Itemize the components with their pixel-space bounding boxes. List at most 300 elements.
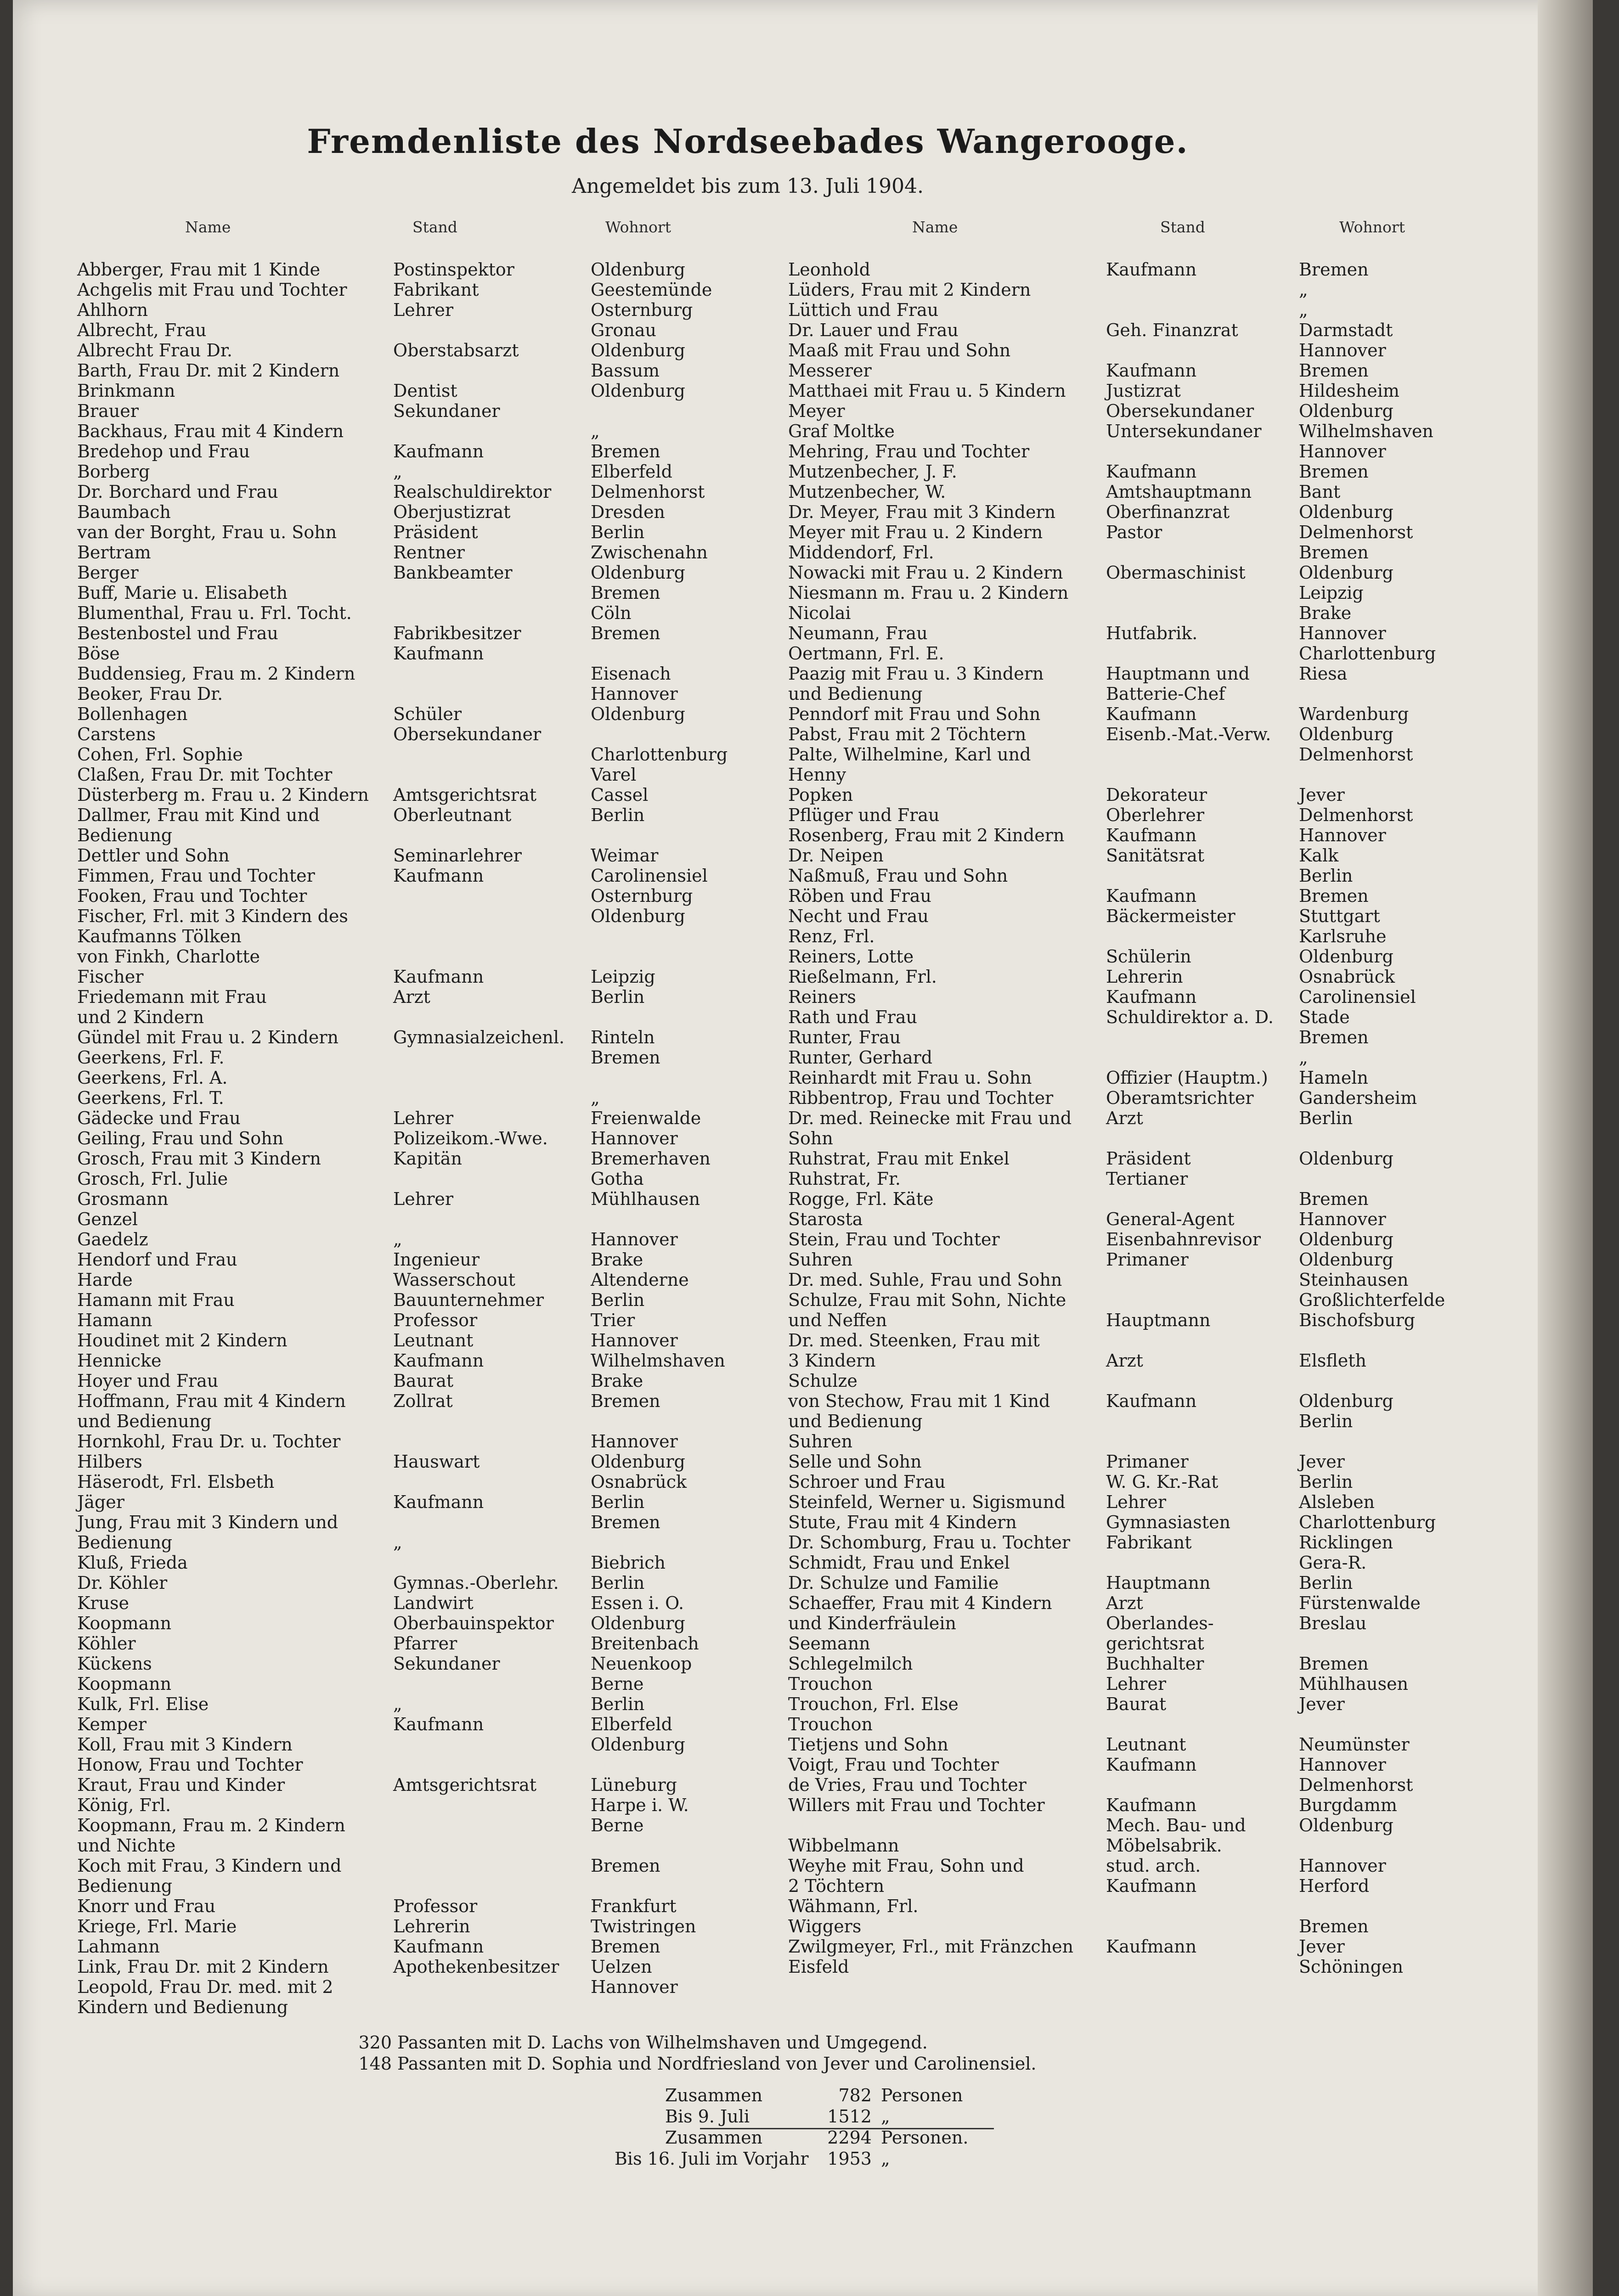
guest-row [77, 522, 775, 542]
guest-stand: Professor [393, 1310, 478, 1330]
guest-name: Rosenberg, Frau mit 2 Kindern [788, 825, 1065, 845]
guest-row [788, 1734, 1477, 1755]
guest-row [788, 1633, 1477, 1654]
totals-value: 782 [838, 2085, 872, 2105]
guest-row [77, 1654, 775, 1674]
guest-name: Suhren [788, 1249, 853, 1270]
guest-stand: Kaufmann [393, 643, 484, 664]
guest-row [788, 1916, 1477, 1936]
guest-wohnort: Oldenburg [1299, 1391, 1393, 1411]
guest-name: Oertmann, Frl. E. [788, 643, 944, 664]
guest-wohnort: Twistringen [591, 1916, 696, 1936]
guest-name: Dr. med. Suhle, Frau und Sohn [788, 1270, 1062, 1290]
guest-row [788, 765, 1477, 785]
guest-name: Cohen, Frl. Sophie [77, 744, 243, 765]
guest-name: Link, Frau Dr. mit 2 Kindern [77, 1957, 329, 1977]
guest-stand: Eisenb.-Mat.-Verw. [1106, 724, 1271, 744]
guest-wohnort: Bremen [1299, 461, 1369, 482]
guest-name: Backhaus, Frau mit 4 Kindern [77, 421, 344, 441]
guest-row [788, 704, 1477, 724]
guest-wohnort: Berlin [1299, 1411, 1353, 1431]
guest-wohnort: Charlottenburg [591, 744, 728, 765]
guest-row [788, 664, 1477, 684]
page-edge [1538, 0, 1593, 2296]
guest-stand: Hauptmann [1106, 1310, 1211, 1330]
guest-stand: Oberlehrer [1106, 805, 1205, 825]
guest-row [788, 866, 1477, 886]
header-wohnort: Wohnort [605, 218, 671, 236]
guest-stand: Oberlandes- [1106, 1613, 1214, 1633]
guest-wohnort: Burgdamm [1299, 1795, 1397, 1815]
guest-stand: Dentist [393, 381, 457, 401]
guest-row [77, 1593, 775, 1613]
guest-name: Bedienung [77, 1532, 173, 1553]
guest-stand: Hutfabrik. [1106, 623, 1198, 643]
guest-row [788, 320, 1477, 340]
guest-wohnort: Berlin [591, 1694, 645, 1714]
guest-wohnort: Jever [1299, 785, 1345, 805]
guest-stand: Batterie-Chef [1106, 684, 1225, 704]
guest-row [788, 1492, 1477, 1512]
guest-row [77, 1371, 775, 1391]
guest-wohnort: „ [1299, 300, 1308, 320]
guest-name: Starosta [788, 1209, 863, 1229]
guest-wohnort: Osnabrück [591, 1472, 687, 1492]
guest-wohnort: Hannover [591, 1330, 678, 1351]
guest-row [788, 1452, 1477, 1472]
guest-name: Steinfeld, Werner u. Sigismund [788, 1492, 1066, 1512]
guest-wohnort: Neuenkoop [591, 1654, 692, 1674]
document-page [13, 0, 1593, 2296]
guest-row [77, 1795, 775, 1815]
guest-name: Düsterberg m. Frau u. 2 Kindern [77, 785, 369, 805]
guest-stand: Lehrerin [1106, 967, 1183, 987]
guest-row [788, 886, 1477, 906]
guest-wohnort: Berlin [591, 522, 645, 542]
guest-wohnort: Oldenburg [1299, 502, 1393, 522]
guest-stand: gerichtsrat [1106, 1633, 1204, 1654]
guest-stand: Oberstabsarzt [393, 340, 519, 360]
guest-wohnort: Eisenach [591, 664, 671, 684]
header-stand: Stand [1160, 218, 1205, 236]
guest-name: Kemper [77, 1714, 147, 1734]
guest-row [788, 1229, 1477, 1249]
guest-name: Beoker, Frau Dr. [77, 684, 223, 704]
guest-wohnort: Brake [1299, 603, 1352, 623]
guest-row [77, 1714, 775, 1734]
guest-name: Nowacki mit Frau u. 2 Kindern [788, 563, 1063, 583]
guest-row [788, 1815, 1477, 1835]
guest-wohnort: Oldenburg [1299, 401, 1393, 421]
guest-name: Dr. Schulze und Familie [788, 1573, 999, 1593]
guest-row [788, 482, 1477, 502]
guest-name: Koopmann [77, 1674, 172, 1694]
guest-wohnort: Delmenhorst [591, 482, 705, 502]
guest-name: Jäger [77, 1492, 124, 1512]
guest-stand: Pastor [1106, 522, 1162, 542]
guest-row [788, 1371, 1477, 1391]
guest-wohnort: Jever [1299, 1452, 1345, 1472]
guest-wohnort: Bischofsburg [1299, 1310, 1416, 1330]
guest-name: Grosmann [77, 1189, 169, 1209]
guest-name: und Bedienung [788, 684, 923, 704]
guest-wohnort: „ [1299, 1047, 1308, 1068]
guest-name: Hoffmann, Frau mit 4 Kindern [77, 1391, 346, 1411]
guest-stand: Kaufmann [1106, 1876, 1197, 1896]
guest-wohnort: Bremen [1299, 542, 1369, 563]
guest-name: Dallmer, Frau mit Kind und [77, 805, 320, 825]
guest-wohnort: Bremen [1299, 1916, 1369, 1936]
guest-row [788, 1108, 1477, 1128]
guest-row [77, 1007, 775, 1027]
guest-name: Willers mit Frau und Tochter [788, 1795, 1045, 1815]
guest-row [788, 259, 1477, 280]
guest-stand: Ingenieur [393, 1249, 480, 1270]
guest-wohnort: Hannover [1299, 1755, 1386, 1775]
guest-name: Geerkens, Frl. A. [77, 1068, 228, 1088]
guest-wohnort: Oldenburg [1299, 1229, 1393, 1249]
guest-row [788, 1128, 1477, 1148]
guest-wohnort: Varel [591, 765, 637, 785]
guest-row [77, 1896, 775, 1916]
guest-name: van der Borght, Frau u. Sohn [77, 522, 337, 542]
guest-row [788, 1654, 1477, 1674]
guest-wohnort: Jever [1299, 1936, 1345, 1957]
guest-wohnort: Fürstenwalde [1299, 1593, 1421, 1613]
guest-wohnort: Carolinensiel [591, 866, 708, 886]
guest-name: Naßmuß, Frau und Sohn [788, 866, 1008, 886]
guest-wohnort: Osternburg [591, 886, 693, 906]
guest-row [77, 360, 775, 381]
guest-wohnort: Berlin [591, 805, 645, 825]
page-subtitle: Angemeldet bis zum 13. Juli 1904. [571, 174, 924, 198]
guest-row [77, 461, 775, 482]
guest-stand: „ [393, 461, 402, 482]
guest-stand: Wasserschout [393, 1270, 515, 1290]
guest-wohnort: Alsleben [1299, 1492, 1375, 1512]
guest-row [77, 1270, 775, 1290]
guest-row [788, 1472, 1477, 1492]
guest-name: König, Frl. [77, 1795, 171, 1815]
guest-row [788, 926, 1477, 946]
guest-row [788, 441, 1477, 461]
guest-row [77, 1068, 775, 1088]
guest-row [77, 1088, 775, 1108]
guest-name: Seemann [788, 1633, 870, 1654]
guest-row [77, 259, 775, 280]
guest-stand: Eisenbahnrevisor [1106, 1229, 1261, 1249]
totals-value: 2294 [827, 2127, 872, 2148]
guest-stand: Realschuldirektor [393, 482, 552, 502]
guest-name: Carstens [77, 724, 156, 744]
guest-name: Köhler [77, 1633, 136, 1654]
guest-stand: Primaner [1106, 1452, 1189, 1472]
totals-summary [615, 2085, 969, 2169]
passenger-text: Passanten mit D. Sophia und Nordfriesland von Jever und Carolinensiel. [397, 2054, 1037, 2074]
guest-row [77, 1755, 775, 1775]
guest-row [788, 1351, 1477, 1371]
guest-name: Lahmann [77, 1936, 160, 1957]
guest-name: Henny [788, 765, 846, 785]
guest-name: Mehring, Frau und Tochter [788, 441, 1030, 461]
guest-wohnort: Bremen [591, 1936, 660, 1957]
guest-row [77, 603, 775, 623]
guest-stand: Amtsgerichtsrat [393, 785, 536, 805]
guest-row [77, 1876, 775, 1896]
guest-row [77, 1391, 775, 1411]
guest-name: Hoyer und Frau [77, 1371, 219, 1391]
guest-name: Hamann mit Frau [77, 1290, 235, 1310]
guest-row [788, 1270, 1477, 1290]
guest-name: Fimmen, Frau und Tochter [77, 866, 315, 886]
guest-wohnort: Darmstadt [1299, 320, 1393, 340]
guest-row [788, 1189, 1477, 1209]
guest-row [788, 1694, 1477, 1714]
guest-stand: Kaufmann [1106, 259, 1197, 280]
guest-row [77, 1249, 775, 1270]
guest-stand: General-Agent [1106, 1209, 1235, 1229]
guest-wohnort: Hannover [1299, 340, 1386, 360]
guest-stand: Pfarrer [393, 1633, 457, 1654]
guest-stand: „ [393, 1229, 402, 1249]
guest-name: und Kinderfräulein [788, 1613, 956, 1633]
guest-wohnort: Geestemünde [591, 280, 712, 300]
guest-row [77, 1835, 775, 1856]
guest-name: Dr. Borchard und Frau [77, 482, 278, 502]
guest-wohnort: Osnabrück [1299, 967, 1395, 987]
guest-row [77, 1532, 775, 1553]
guest-stand: Schülerin [1106, 946, 1191, 967]
guest-stand: Mech. Bau- und [1106, 1815, 1246, 1835]
guest-stand: Baurat [393, 1371, 454, 1391]
guest-wohnort: Trier [591, 1310, 635, 1330]
guest-row [788, 1775, 1477, 1795]
guest-row [77, 1209, 775, 1229]
guest-name: Ribbentrop, Frau und Tochter [788, 1088, 1054, 1108]
guest-row [77, 340, 775, 360]
guest-row [788, 1007, 1477, 1027]
guest-name: Trouchon [788, 1714, 873, 1734]
totals-value: 1953 [827, 2149, 872, 2169]
guest-stand: Lehrer [393, 1189, 454, 1209]
guest-row [788, 987, 1477, 1007]
guest-row [788, 1411, 1477, 1431]
guest-row [77, 866, 775, 886]
guest-name: Mutzenbecher, J. F. [788, 461, 957, 482]
guest-name: Dr. Meyer, Frau mit 3 Kindern [788, 502, 1056, 522]
guest-wohnort: Oldenburg [591, 906, 685, 926]
guest-row [788, 1957, 1477, 1977]
guest-stand: Kaufmann [393, 441, 484, 461]
guest-wohnort: Delmenhorst [1299, 1775, 1413, 1795]
guest-wohnort: Berlin [1299, 866, 1353, 886]
guest-name: Neumann, Frau [788, 623, 928, 643]
guest-stand: Bankbeamter [393, 563, 513, 583]
guest-name: Renz, Frl. [788, 926, 875, 946]
guest-wohnort: Charlottenburg [1299, 643, 1436, 664]
guest-row [77, 280, 775, 300]
guest-name: Grosch, Frau mit 3 Kindern [77, 1148, 321, 1169]
guest-stand: Offizier (Hauptm.) [1106, 1068, 1268, 1088]
guest-stand: Kaufmann [1106, 704, 1197, 724]
guest-name: Rießelmann, Frl. [788, 967, 937, 987]
guest-row [788, 805, 1477, 825]
guest-name: Lüders, Frau mit 2 Kindern [788, 280, 1031, 300]
guest-wohnort: Oldenburg [1299, 1249, 1393, 1270]
guest-stand: Oberleutnant [393, 805, 512, 825]
guest-wohnort: Bremen [1299, 1654, 1369, 1674]
guest-name: Albrecht Frau Dr. [77, 340, 232, 360]
guest-name: Rath und Frau [788, 1007, 917, 1027]
totals-unit: Personen [881, 2085, 963, 2105]
guest-name: Reiners [788, 987, 856, 1007]
guest-wohnort: Frankfurt [591, 1896, 677, 1916]
guest-row [788, 825, 1477, 845]
guest-wohnort: Gera-R. [1299, 1553, 1367, 1573]
guest-stand: Präsident [1106, 1148, 1191, 1169]
guest-stand: Lehrer [393, 300, 454, 320]
guest-name: Abberger, Frau mit 1 Kinde [77, 259, 321, 280]
guest-row [77, 704, 775, 724]
guest-name: Honow, Frau und Tochter [77, 1755, 303, 1775]
guest-wohnort: Oldenburg [1299, 946, 1393, 967]
guest-name: Hamann [77, 1310, 152, 1330]
guest-list-right [788, 259, 1477, 1977]
guest-wohnort: Carolinensiel [1299, 987, 1416, 1007]
guest-list-left [77, 259, 775, 2017]
guest-stand: Lehrer [1106, 1674, 1167, 1694]
guest-wohnort: Oldenburg [1299, 724, 1393, 744]
guest-wohnort: Zwischenahn [591, 542, 708, 563]
guest-name: Mutzenbecher, W. [788, 482, 946, 502]
guest-row [788, 381, 1477, 401]
guest-name: Penndorf mit Frau und Sohn [788, 704, 1041, 724]
guest-wohnort: Wardenburg [1299, 704, 1409, 724]
guest-wohnort: Hannover [591, 1977, 678, 1997]
guest-wohnort: Berlin [591, 1492, 645, 1512]
guest-wohnort: Berlin [1299, 1573, 1353, 1593]
guest-stand: Arzt [1106, 1351, 1143, 1371]
guest-row [77, 300, 775, 320]
guest-name: Hendorf und Frau [77, 1249, 237, 1270]
guest-stand: Obersekundaner [1106, 401, 1254, 421]
guest-row [788, 946, 1477, 967]
guest-name: Dettler und Sohn [77, 845, 230, 866]
guest-name: Friedemann mit Frau [77, 987, 267, 1007]
guest-row [788, 1835, 1477, 1856]
guest-name: Brauer [77, 401, 139, 421]
guest-stand: Bäckermeister [1106, 906, 1235, 926]
guest-row [788, 1553, 1477, 1573]
passenger-summary [350, 2032, 1036, 2074]
guest-wohnort: „ [1299, 280, 1308, 300]
guest-name: de Vries, Frau und Tochter [788, 1775, 1027, 1795]
guest-row [77, 1148, 775, 1169]
totals-value: 1512 [827, 2106, 872, 2127]
guest-row [77, 1411, 775, 1431]
guest-name: Bedienung [77, 825, 173, 845]
guest-row [77, 1775, 775, 1795]
guest-name: Blumenthal, Frau u. Frl. Tocht. [77, 603, 352, 623]
guest-name: Koopmann, Frau m. 2 Kindern [77, 1815, 345, 1835]
guest-stand: Zollrat [393, 1391, 453, 1411]
guest-stand: Obersekundaner [393, 724, 542, 744]
guest-name: und Nichte [77, 1835, 176, 1856]
guest-stand: Fabrikbesitzer [393, 623, 521, 643]
guest-wohnort: Hannover [591, 1128, 678, 1148]
guest-row [788, 421, 1477, 441]
guest-name: Albrecht, Frau [77, 320, 207, 340]
guest-row [77, 987, 775, 1007]
totals-row [665, 2085, 968, 2106]
guest-wohnort: Hildesheim [1299, 381, 1399, 401]
guest-row [77, 1957, 775, 1977]
guest-name: Dr. Köhler [77, 1573, 168, 1593]
guest-row [77, 482, 775, 502]
guest-row [77, 381, 775, 401]
guest-row [77, 724, 775, 744]
guest-stand: Obermaschinist [1106, 563, 1246, 583]
guest-stand: Kaufmann [1106, 886, 1197, 906]
guest-name: Hennicke [77, 1351, 162, 1371]
guest-wohnort: Mühlhausen [1299, 1674, 1409, 1694]
guest-wohnort: Oldenburg [1299, 1148, 1393, 1169]
guest-row [788, 1047, 1477, 1068]
passenger-text: Passanten mit D. Lachs von Wilhelmshaven und Umgegend. [397, 2032, 928, 2053]
guest-wohnort: Riesa [1299, 664, 1348, 684]
guest-name: Trouchon, Frl. Else [788, 1694, 959, 1714]
guest-row [788, 1310, 1477, 1330]
guest-wohnort: Gotha [591, 1169, 644, 1189]
guest-wohnort: Delmenhorst [1299, 522, 1413, 542]
guest-wohnort: Essen i. O. [591, 1593, 684, 1613]
totals-label: Bis 16. Juli im Vorjahr [615, 2149, 809, 2169]
guest-stand: Lehrer [1106, 1492, 1167, 1512]
guest-wohnort: Bremen [591, 583, 660, 603]
guest-name: Reiners, Lotte [788, 946, 914, 967]
guest-wohnort: Oldenburg [591, 381, 685, 401]
guest-name: Röben und Frau [788, 886, 931, 906]
guest-row [788, 967, 1477, 987]
guest-row [788, 1936, 1477, 1957]
guest-wohnort: Hannover [1299, 1209, 1386, 1229]
guest-row [788, 300, 1477, 320]
guest-stand: Bauunternehmer [393, 1290, 544, 1310]
totals-label: Zusammen [665, 2127, 763, 2148]
guest-row [77, 1169, 775, 1189]
guest-stand: Rentner [393, 542, 465, 563]
guest-row [77, 946, 775, 967]
guest-stand: Untersekundaner [1106, 421, 1262, 441]
guest-wohnort: Bremen [591, 1047, 660, 1068]
totals-divider [700, 2128, 994, 2129]
guest-wohnort: Rinteln [591, 1027, 655, 1047]
guest-name: Kraut, Frau und Kinder [77, 1775, 285, 1795]
guest-row [77, 1351, 775, 1371]
guest-stand: Dekorateur [1106, 785, 1207, 805]
guest-name: Berger [77, 563, 139, 583]
guest-name: 3 Kindern [788, 1351, 876, 1371]
guest-wohnort: Breslau [1299, 1613, 1367, 1633]
guest-row [788, 1856, 1477, 1876]
guest-name: Kriege, Frl. Marie [77, 1916, 237, 1936]
guest-stand: Kaufmann [1106, 1391, 1197, 1411]
totals-unit: „ [881, 2106, 890, 2127]
guest-name: Jung, Frau mit 3 Kindern und [77, 1512, 338, 1532]
guest-name: Knorr und Frau [77, 1896, 216, 1916]
guest-name: Claßen, Frau Dr. mit Tochter [77, 765, 333, 785]
guest-wohnort: Hannover [1299, 623, 1386, 643]
